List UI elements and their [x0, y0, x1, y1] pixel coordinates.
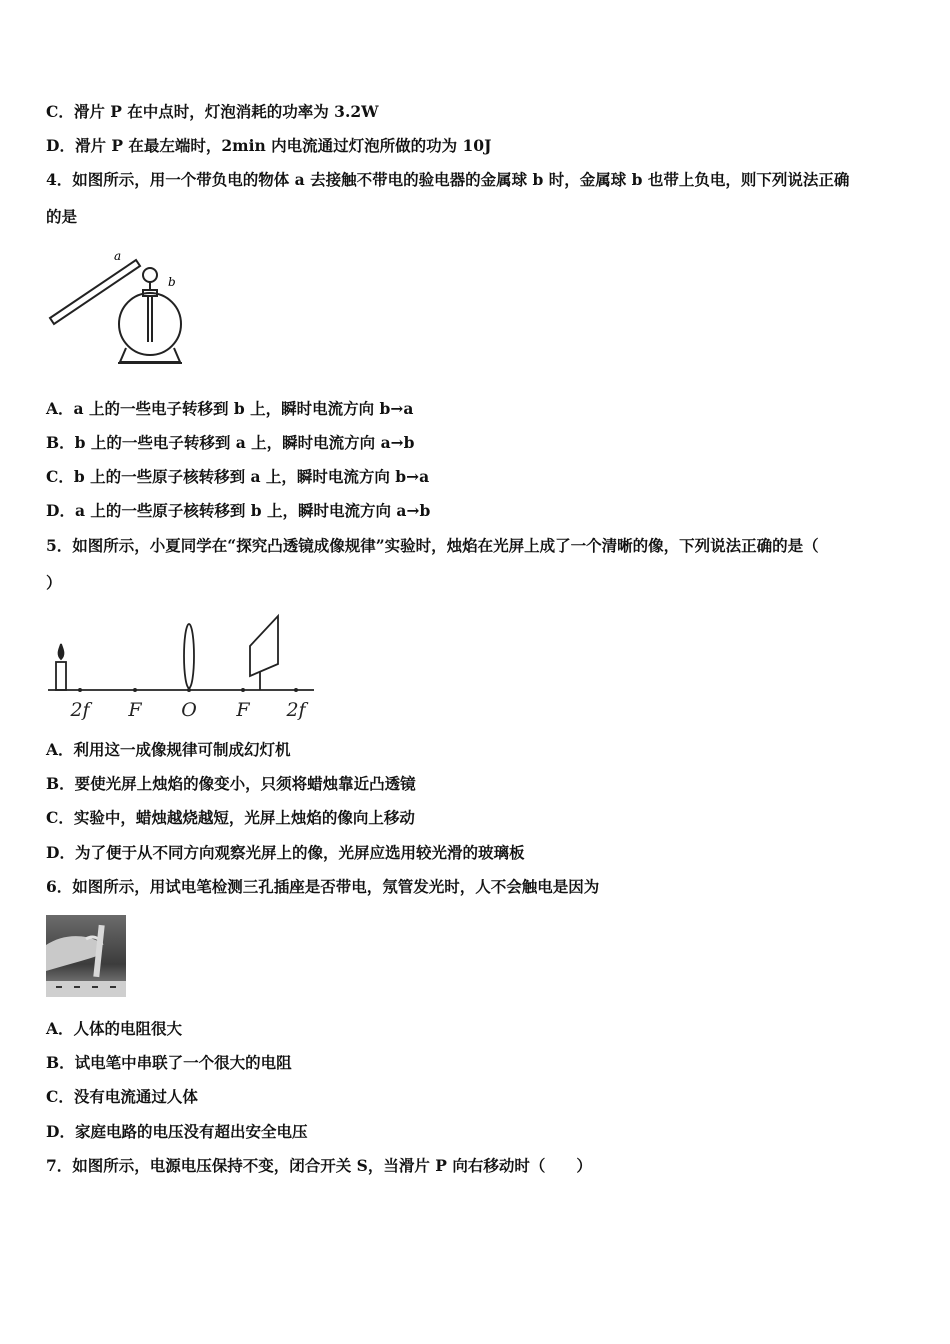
- optical-bench-figure: [46, 612, 316, 724]
- q4-stem-line2: 的是: [46, 207, 78, 226]
- q4-option-a: A．a 上的一些电子转移到 b 上，瞬时电流方向 b→a: [46, 399, 414, 418]
- test-pen-photo: [46, 915, 126, 997]
- q4-option-d: D．a 上的一些原子核转移到 b 上，瞬时电流方向 a→b: [46, 501, 431, 520]
- electroscope-figure: [46, 246, 206, 368]
- q6-option-a: A．人体的电阻很大: [46, 1019, 183, 1038]
- label-a: a: [114, 249, 122, 263]
- axis-label-o: O: [181, 699, 197, 721]
- metal-ball: [143, 268, 157, 282]
- q5-option-d: D．为了便于从不同方向观察光屏上的像，光屏应选用较光滑的玻璃板: [46, 843, 525, 862]
- candle: [56, 662, 66, 690]
- q5-option-c: C．实验中，蜡烛越烧越短，光屏上烛焰的像向上移动: [46, 808, 415, 827]
- q5-option-a: A．利用这一成像规律可制成幻灯机: [46, 740, 291, 759]
- axis-label-f-left: F: [128, 699, 142, 721]
- charged-rod: [50, 260, 140, 324]
- q6-option-d: D．家庭电路的电压没有超出安全电压: [46, 1122, 308, 1141]
- q6-option-c: C．没有电流通过人体: [46, 1087, 198, 1106]
- q6-stem: 6．如图所示，用试电笔检测三孔插座是否带电，氖管发光时，人不会触电是因为: [46, 877, 600, 896]
- axis-label-2f-right: 2f: [286, 699, 306, 721]
- q3-option-d: D．滑片 P 在最左端时，2min 内电流通过灯泡所做的功为 10J: [46, 136, 492, 155]
- glass-jar: [119, 293, 181, 355]
- q4-option-b: B．b 上的一些电子转移到 a 上，瞬时电流方向 a→b: [46, 433, 415, 452]
- candle-flame: [59, 644, 64, 659]
- socket-panel: [46, 981, 126, 997]
- q4-stem-line1: 4．如图所示，用一个带负电的物体 a 去接触不带电的验电器的金属球 b 时，金属球 b 也带上负电，则下列说法正确: [46, 170, 850, 189]
- q5-stem-line2: ）: [46, 573, 62, 592]
- label-b: b: [168, 275, 176, 289]
- axis-label-f-right: F: [236, 699, 250, 721]
- q7-stem: 7．如图所示，电源电压保持不变，闭合开关 S，当滑片 P 向右移动时（ ）: [46, 1156, 592, 1175]
- q5-option-b: B．要使光屏上烛焰的像变小，只须将蜡烛靠近凸透镜: [46, 774, 416, 793]
- convex-lens: [184, 624, 194, 688]
- axis-label-2f-left: 2f: [70, 699, 90, 721]
- q6-option-b: B．试电笔中串联了一个很大的电阻: [46, 1053, 292, 1072]
- q3-option-c: C．滑片 P 在中点时，灯泡消耗的功率为 3.2W: [46, 102, 379, 121]
- light-screen: [250, 616, 278, 676]
- q5-stem-line1: 5．如图所示，小夏同学在“探究凸透镜成像规律”实验时，烛焰在光屏上成了一个清晰的像，下列说法正确的是（: [46, 536, 819, 555]
- q4-option-c: C．b 上的一些原子核转移到 a 上，瞬时电流方向 b→a: [46, 467, 430, 486]
